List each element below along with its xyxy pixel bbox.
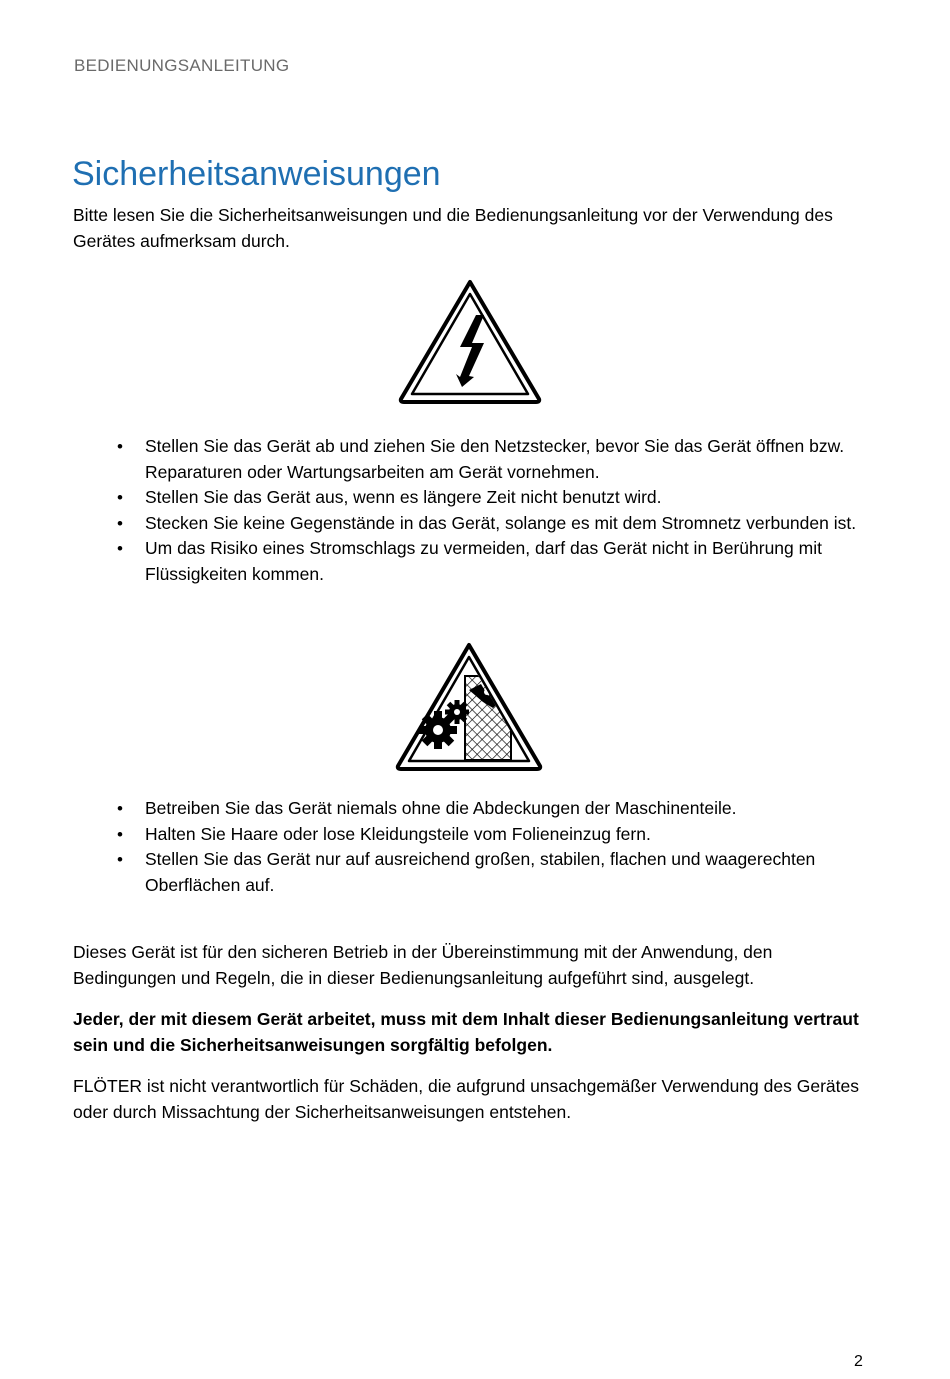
list-item: • Stellen Sie das Gerät nur auf ausreichend großen, stabilen, flachen und waagerechten Oberflächen auf. [145, 847, 885, 898]
list-item: • Stellen Sie das Gerät ab und ziehen Sie den Netzstecker, bevor Sie das Gerät öffnen bzw. Reparaturen oder Wartungsarbeiten am Gerät vornehmen. [145, 434, 885, 485]
list-item: • Stellen Sie das Gerät aus, wenn es längere Zeit nicht benutzt wird. [145, 485, 885, 511]
list-item: • Halten Sie Haare oder lose Kleidungsteile vom Folieneinzug fern. [145, 822, 885, 848]
rotating-parts-warning-icon [393, 640, 545, 772]
list-item: • Um das Risiko eines Stromschlags zu vermeiden, darf das Gerät nicht in Berührung mit Flüssigkeiten kommen. [145, 536, 885, 587]
intro-paragraph: Bitte lesen Sie die Sicherheitsanweisungen und die Bedienungsanleitung vor der Verwendung des Gerätes aufmerksam durch. [73, 205, 833, 251]
running-header: BEDIENUNGSANLEITUNG [74, 56, 290, 75]
liability-paragraph: FLÖTER ist nicht verantwortlich für Schäden, die aufgrund unsachgemäßer Verwendung des Gerätes oder durch Missachtung der Sicherheitsanweisungen entstehen. [73, 1076, 859, 1122]
emphasis-paragraph: Jeder, der mit diesem Gerät arbeitet, muss mit dem Inhalt dieser Bedienungsanleitung vertraut sein und die Sicherheitsanweisungen sorgfältig befolgen. [73, 1009, 859, 1055]
list-item: • Stecken Sie keine Gegenstände in das Gerät, solange es mit dem Stromnetz verbunden ist. [145, 511, 885, 537]
conformity-paragraph: Dieses Gerät ist für den sicheren Betrieb in der Übereinstimmung mit der Anwendung, den Bedingungen und Regeln, die in dieser Bedienungsanleitung aufgeführt sind, ausgelegt. [73, 942, 773, 988]
list-item: • Betreiben Sie das Gerät niemals ohne die Abdeckungen der Maschinenteile. [145, 796, 885, 822]
electric-shock-warning-icon [396, 277, 544, 405]
electrical-warnings-list [145, 434, 885, 587]
section-title: Sicherheitsanweisungen [72, 155, 441, 193]
page-number: 2 [854, 1353, 863, 1370]
mechanical-warnings-list [145, 796, 885, 898]
